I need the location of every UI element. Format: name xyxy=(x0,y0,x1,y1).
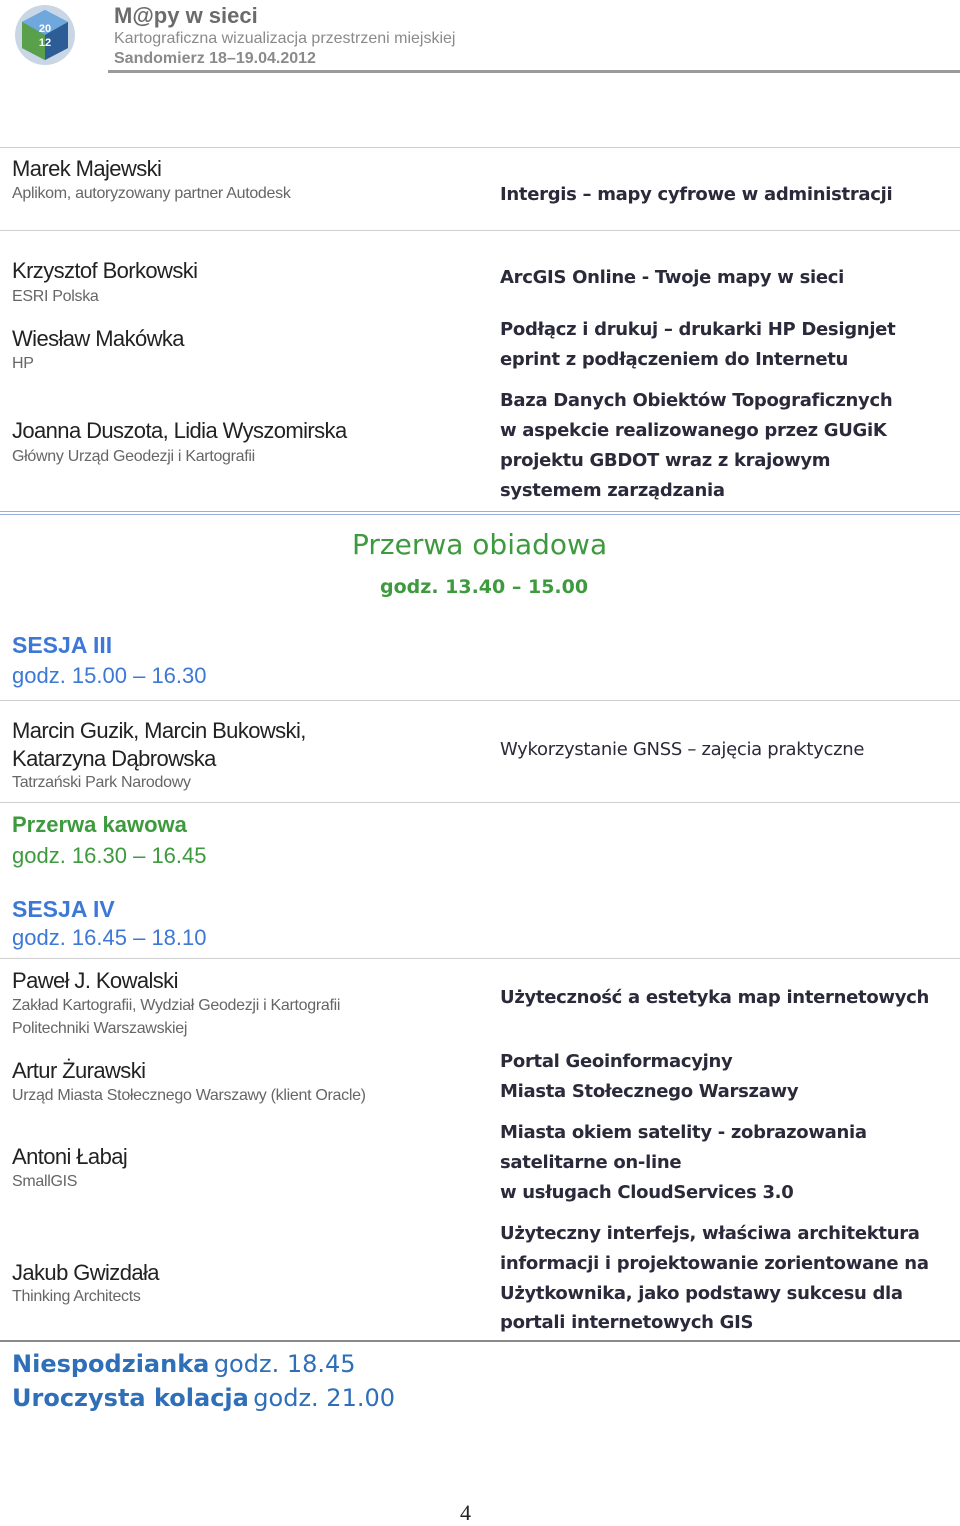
surprise-line xyxy=(12,1350,356,1378)
divider xyxy=(0,700,960,701)
speaker-name: Artur Żurawski xyxy=(12,1058,146,1083)
session-title: SESJA III xyxy=(12,632,113,658)
header-title: M@py w sieci xyxy=(114,3,258,28)
talk-title: Użytkownika, jako podstawy sukcesu dla xyxy=(500,1283,903,1304)
divider xyxy=(0,514,960,515)
lunch-break-title: Przerwa obiadowa xyxy=(352,528,608,561)
talk-title: projektu GBDOT wraz z krajowym xyxy=(500,450,831,471)
speaker-name: Marek Majewski xyxy=(12,156,162,181)
speaker-name: Joanna Duszota, Lidia Wyszomirska xyxy=(12,418,347,443)
talk-title: Wykorzystanie GNSS – zajęcia praktyczne xyxy=(500,739,865,760)
page-number: 4 xyxy=(460,1500,471,1525)
session-time: godz. 15.00 – 16.30 xyxy=(12,663,207,688)
dinner-line xyxy=(12,1384,395,1412)
talk-title: eprint z podłączeniem do Internetu xyxy=(500,349,849,370)
talk-title: Intergis – mapy cyfrowe w administracji xyxy=(500,184,893,205)
speaker-name: Katarzyna Dąbrowska xyxy=(12,746,216,771)
talk-title: Użyteczny interfejs, właściwa architektura xyxy=(500,1223,920,1244)
speaker-org: Urząd Miasta Stołecznego Warszawy (klient Oracle) xyxy=(12,1087,366,1104)
talk-title: Użyteczność a estetyka map internetowych xyxy=(500,987,930,1008)
speaker-org: ESRI Polska xyxy=(12,288,99,305)
speaker-org: HP xyxy=(12,355,34,372)
speaker-name: Marcin Guzik, Marcin Bukowski, xyxy=(12,718,306,743)
talk-title: w usługach CloudServices 3.0 xyxy=(500,1182,794,1203)
talk-title: Miasta okiem satelity - zobrazowania xyxy=(500,1122,867,1143)
speaker-org: SmallGIS xyxy=(12,1173,78,1190)
talk-title: ArcGIS Online - Twoje mapy w sieci xyxy=(500,267,845,288)
divider xyxy=(0,230,960,231)
divider xyxy=(0,802,960,803)
talk-title: Portal Geoinformacyjny xyxy=(500,1051,733,1072)
speaker-org: Aplikom, autoryzowany partner Autodesk xyxy=(12,185,291,202)
session-time: godz. 16.45 – 18.10 xyxy=(12,925,207,950)
header-subtitle: Kartograficzna wizualizacja przestrzeni miejskiej xyxy=(114,30,456,47)
talk-title: Baza Danych Obiektów Topograficznych xyxy=(500,390,893,411)
talk-title: satelitarne on-line xyxy=(500,1152,682,1173)
divider xyxy=(0,147,960,148)
coffee-break-title: Przerwa kawowa xyxy=(12,812,187,837)
session-title: SESJA IV xyxy=(12,896,115,922)
svg-text:12: 12 xyxy=(38,37,52,49)
header-date: Sandomierz 18–19.04.2012 xyxy=(114,50,316,67)
divider xyxy=(0,958,960,959)
surprise-label: Niespodzianka xyxy=(12,1350,210,1378)
surprise-time: godz. 18.45 xyxy=(213,1350,356,1378)
lunch-break-time: godz. 13.40 – 15.00 xyxy=(380,576,589,598)
speaker-org: Główny Urząd Geodezji i Kartografii xyxy=(12,448,255,465)
speaker-name: Wiesław Makówka xyxy=(12,326,184,351)
header-divider xyxy=(108,70,960,73)
talk-title: informacji i projektowanie zorientowane na xyxy=(500,1253,929,1274)
speaker-org: Thinking Architects xyxy=(12,1288,141,1305)
coffee-break-time: godz. 16.30 – 16.45 xyxy=(12,843,207,868)
speaker-org: Zakład Kartografii, Wydział Geodezji i Kartografii xyxy=(12,997,341,1014)
divider xyxy=(0,511,960,512)
dinner-label: Uroczysta kolacja xyxy=(12,1384,249,1412)
speaker-name: Paweł J. Kowalski xyxy=(12,968,178,993)
speaker-name: Antoni Łabaj xyxy=(12,1144,128,1169)
talk-title: systemem zarządzania xyxy=(500,480,725,501)
talk-title: portali internetowych GIS xyxy=(500,1312,754,1333)
talk-title: Podłącz i drukuj – drukarki HP Designjet xyxy=(500,319,896,340)
divider xyxy=(0,1340,960,1342)
speaker-name: Krzysztof Borkowski xyxy=(12,258,198,283)
talk-title: Miasta Stołecznego Warszawy xyxy=(500,1081,799,1102)
speaker-org: Tatrzański Park Narodowy xyxy=(12,774,191,791)
speaker-name: Jakub Gwizdała xyxy=(12,1260,159,1285)
svg-text:20: 20 xyxy=(38,23,52,35)
talk-title: w aspekcie realizowanego przez GUGiK xyxy=(500,420,887,441)
event-logo xyxy=(14,4,76,66)
speaker-org: Politechniki Warszawskiej xyxy=(12,1020,188,1037)
dinner-time: godz. 21.00 xyxy=(253,1384,396,1412)
